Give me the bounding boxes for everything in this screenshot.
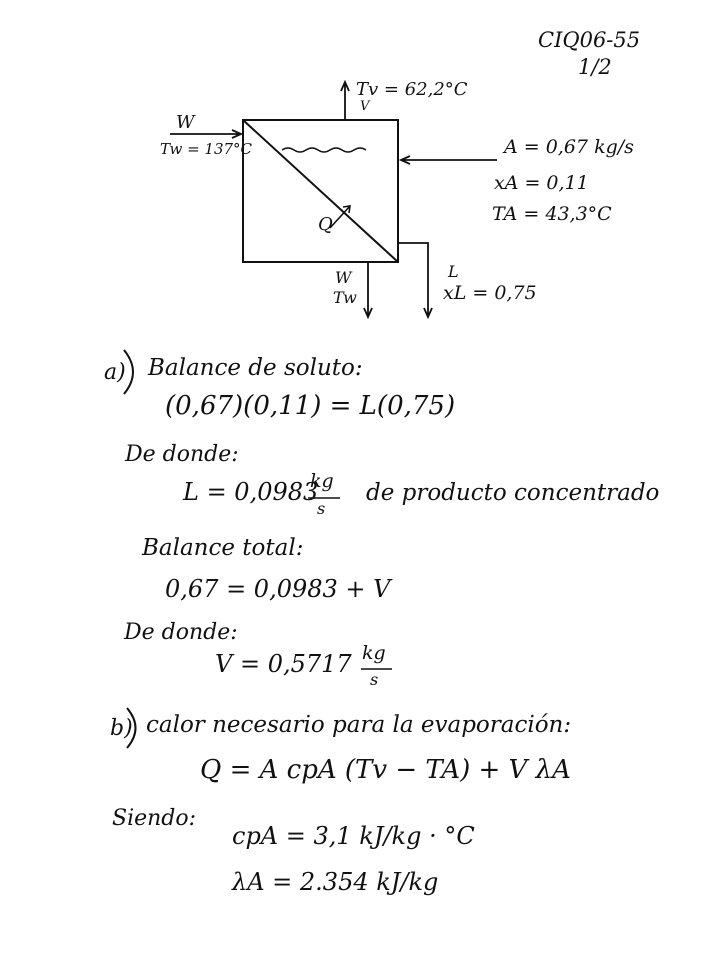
total-balance-equation: 0,67 = 0,0983 + V <box>165 575 391 603</box>
part-a-label: a) <box>104 360 126 385</box>
liquid-concentration: xL = 0,75 <box>443 282 537 304</box>
part-b-label: b) <box>110 716 133 741</box>
condensate-label: W <box>335 268 352 287</box>
solute-balance-equation: (0,67)(0,11) = L(0,75) <box>165 391 456 421</box>
heat-equation: Q = A cpA (Tv − TA) + V λA <box>200 755 571 785</box>
liquid-level-line <box>282 148 366 152</box>
L-unit-numerator: kg <box>310 470 334 492</box>
L-note: de producto concentrado <box>366 480 660 506</box>
L-equation: L = 0,0983 <box>183 478 319 506</box>
feed-inlet-arrow <box>401 156 497 164</box>
vapor-temperature: Tv = 62,2°C <box>356 79 468 100</box>
V-unit-numerator: kg <box>362 642 386 664</box>
L-unit-denominator: s <box>317 499 326 518</box>
document-code: CIQ06-55 <box>538 28 641 52</box>
part-a-title: Balance de soluto: <box>148 355 363 381</box>
feed-concentration: xA = 0,11 <box>494 172 589 194</box>
liquid-outlet-arrow <box>398 243 432 317</box>
siendo-label: Siendo: <box>112 806 197 831</box>
liquid-label: L <box>448 262 459 281</box>
part-b-title: calor necesario para la evaporación: <box>146 712 572 738</box>
feed-temperature: TA = 43,3°C <box>492 203 612 225</box>
cp-equation: cpA = 3,1 kJ/kg · °C <box>232 822 475 850</box>
feed-flow: A = 0,67 kg/s <box>504 136 634 158</box>
condensate-temperature: Tw <box>333 288 357 307</box>
V-equation: V = 0,5717 <box>215 650 352 678</box>
de-donde-2: De donde: <box>124 620 238 645</box>
heating-coil-line <box>243 120 398 262</box>
steam-temperature: Tw = 137°C <box>160 140 253 158</box>
V-unit-denominator: s <box>370 670 379 689</box>
steam-label: W <box>176 112 195 133</box>
total-balance-title: Balance total: <box>142 535 304 561</box>
vapor-outlet-pipe <box>341 82 349 120</box>
page-number: 1/2 <box>578 55 612 79</box>
de-donde-1: De donde: <box>125 442 239 467</box>
lambda-equation: λA = 2.354 kJ/kg <box>232 868 439 896</box>
vapor-label: V <box>360 99 370 114</box>
heat-label: Q <box>318 214 333 235</box>
condensate-outlet-arrow <box>364 262 372 317</box>
